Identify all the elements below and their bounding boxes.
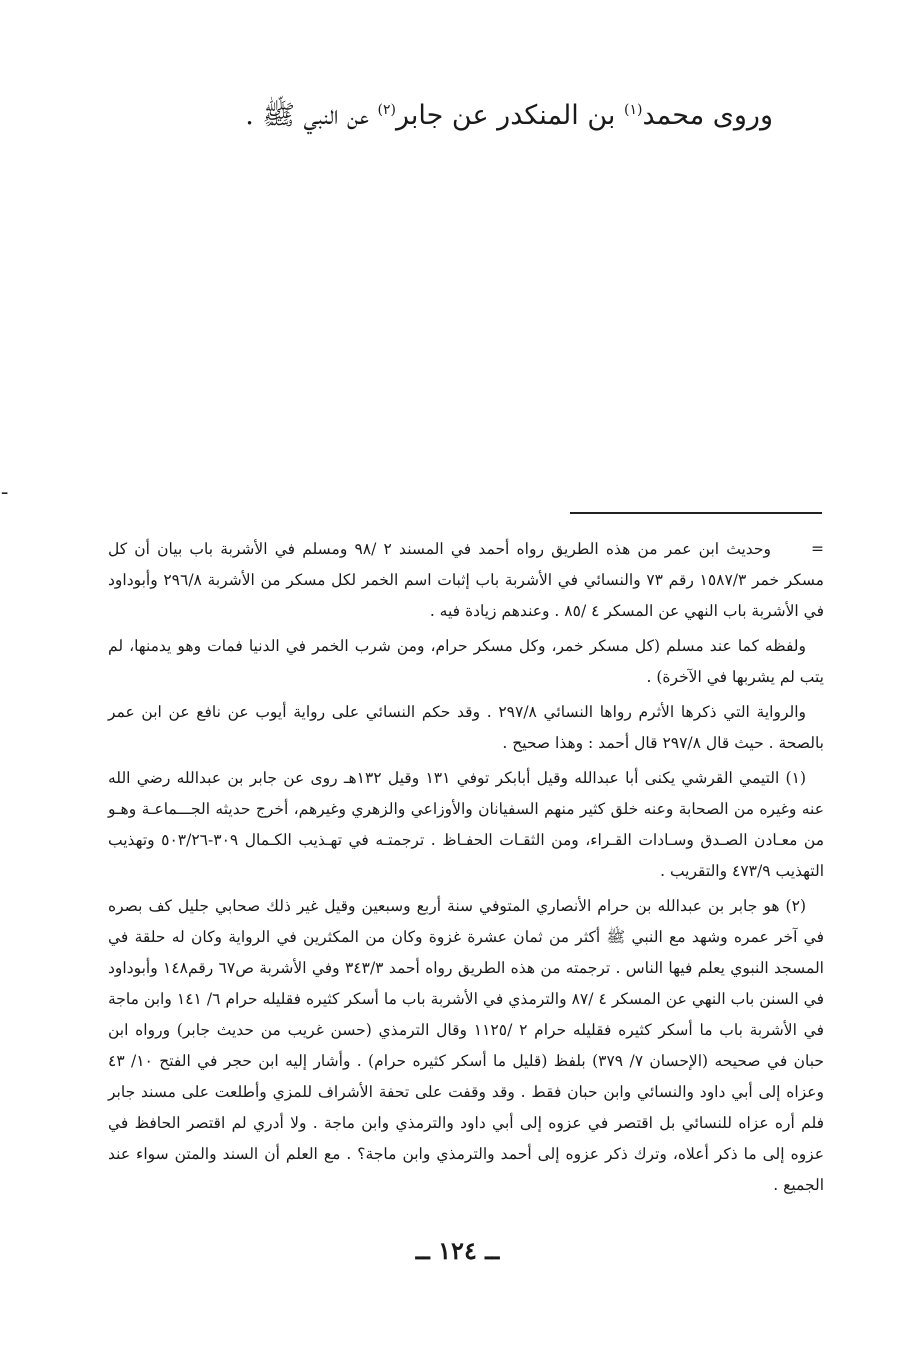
continuation-marker: = bbox=[810, 540, 824, 558]
footnote-ref-1: (١) bbox=[624, 102, 643, 118]
footnote-ref-2: (٢) bbox=[377, 102, 397, 118]
footnote-paragraph: ولفظه كما عند مسلم (كل مسكر خمر، وكل مسكر حرام، ومن شرب الخمر في الدنيا فمات وهو يدمنها، لم يتب لم يشربها في الآخرة) . bbox=[108, 637, 824, 686]
main-text-part-1: وروى محمد bbox=[642, 100, 773, 131]
main-text-part-3: عن النبي ﷺ . bbox=[245, 100, 378, 131]
footnote-continuation bbox=[108, 534, 824, 627]
footnotes-block bbox=[108, 534, 824, 1205]
main-text-part-2: بن المنكدر عن جابر bbox=[396, 100, 625, 131]
footnote-paragraph: وحديث ابن عمر من هذه الطريق رواه أحمد في المسند ٢ /٩٨ ومسلم في الأشربة باب بيان أن كل مسكر خمر ١٥٨٧/٣ رقم ٧٣ والنسائي في الأشربة باب إثبات اسم الخمر لكل مسكر من الأشربة ٢٩٦/٨ وأبوداود في الأشربة باب النهي عن المسكر ٤ /٨٥ . وعندهم زيادة فيه . bbox=[108, 540, 824, 620]
footnote-separator bbox=[570, 512, 822, 514]
footnote-1: (١) التيمي القرشي يكنى أبا عبدالله وقيل أبابكر توفي ١٣١ وقيل ١٣٢هـ روى عن جابر بن عبدالله رضي الله عنه وغيره من الصحابة وعنه خلق كثير منهم السفيانان والأوزاعي والزهري وغيرهم، أخرج حديثه الجـــماعـة وهـو من معـادن الصـدق وسـادات القـراء، ومن الثقـات الحفـاظ . ترجمتـه في تهـذيب الكـمال ٣٠٩-٥٠٣/٢٦ وتهذيب التهذيب ٤٧٣/٩ والتقريب . bbox=[108, 769, 825, 880]
footnote-2: (٢) هو جابر بن عبدالله بن حرام الأنصاري المتوفي سنة أربع وسبعين وقيل غير ذلك صحابي جليل كف بصره في آخر عمره وشهد مع النبي ﷺ أكثر من ثمان عشرة غزوة وكان من المكثرين في الرواية وكان له حلقة في المسجد النبوي يعلم فيها الناس . ترجمته من هذه الطريق رواه أحمد ٣٤٣/٣ وفي الأشربة ص٦٧ رقم١٤٨ وأبوداود في السنن باب النهي عن المسكر ٤ /٨٧ والترمذي في الأشربة باب ما أسكر كثيره فقليله حرام ٦/ ١٤١ وابن ماجة في الأشربة باب ما أسكر كثيره فقليله حرام ٢ /١١٢٥ وقال الترمذي (حسن غريب من حديث جابر) ورواه ابن حبان في صحيحه (الإحسان ٧/ ٣٧٩) بلفظ (قليل ما أسكر كثيره حرام) . وأشار إليه ابن حجر في الفتح ١٠/ ٤٣ وعزاه إلى أبي داود والنسائي وابن حبان فقط . وقد وقفت على تحفة الأشراف للمزي وأطلعت على مسند جابر فلم أره عزاه للنسائي بل اقتصر في عزوه إلى أبي داود والترمذي وابن ماجة . ولا أدري لم اقتصر الحافظ في عزوه إلى ما ذكر أعلاه، وترك ذكر عزوه إلى أحمد والترمذي وابن ماجة؟ . مع العلم أن السند والمتن سواء عند الجميع . bbox=[108, 897, 825, 1194]
main-text-line bbox=[173, 96, 773, 136]
page-number: ــ ١٢٤ ــ bbox=[415, 1236, 500, 1265]
footnote-paragraph: والرواية التي ذكرها الأثرم رواها النسائي ٢٩٧/٨ . وقد حكم النسائي على رواية أيوب عن نافع عن ابن عمر بالصحة . حيث قال ٢٩٧/٨ قال أحمد : وهذا صحيح . bbox=[108, 703, 824, 752]
margin-mark: ـ bbox=[2, 478, 8, 499]
